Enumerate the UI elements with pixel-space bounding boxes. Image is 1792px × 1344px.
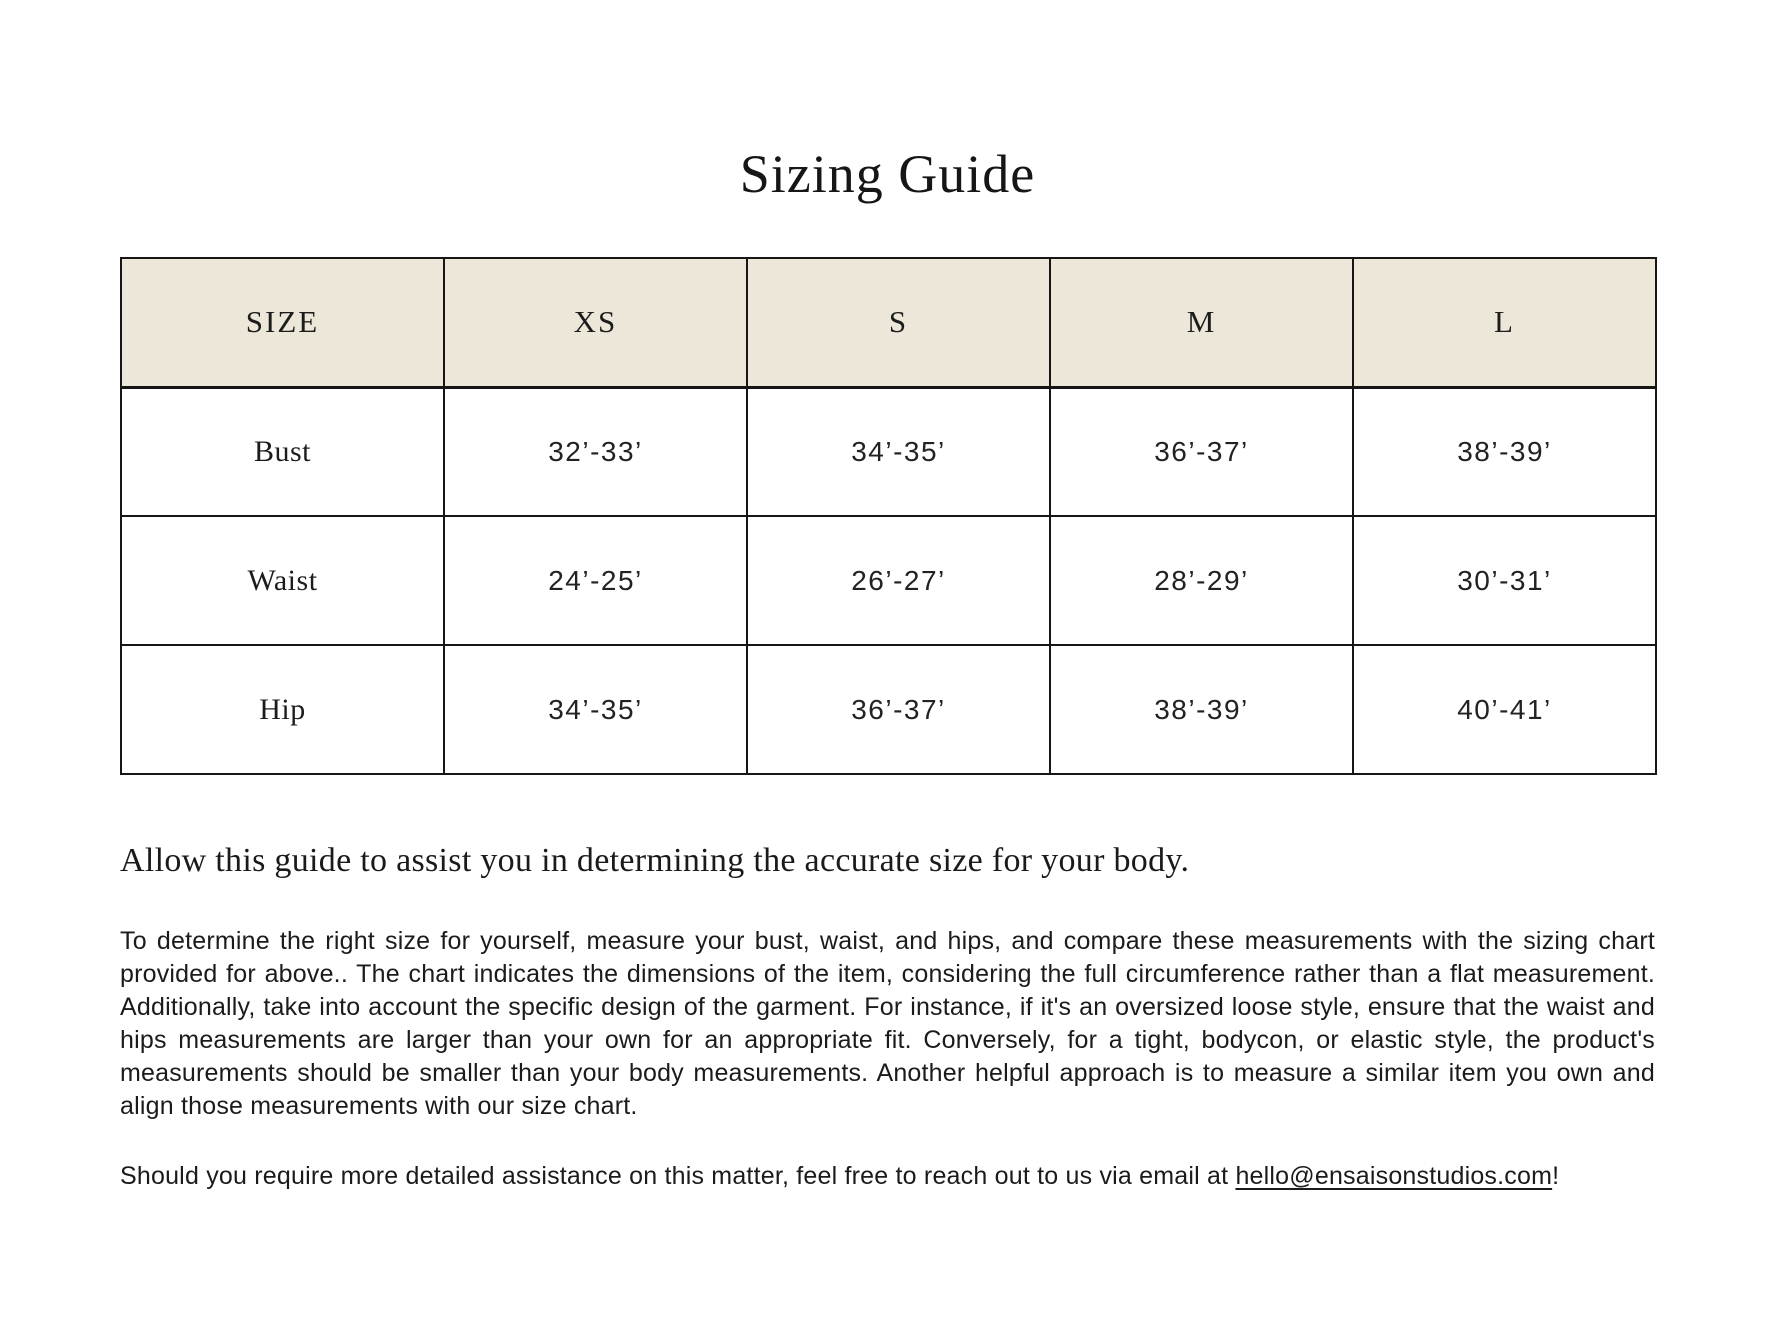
row-label-hip: Hip (121, 645, 444, 774)
contact-text-prefix: Should you require more detailed assistance on this matter, feel free to reach out to us via email at (120, 1162, 1236, 1190)
waist-l-value: 30’-31’ (1353, 516, 1656, 645)
hip-l-value: 40’-41’ (1353, 645, 1656, 774)
page-title: Sizing Guide (739, 144, 1036, 204)
bust-l-value: 38’-39’ (1353, 387, 1656, 516)
contact-text-suffix: ! (1552, 1162, 1560, 1190)
header-cell-s: S (747, 258, 1050, 387)
sizing-table (120, 257, 1657, 775)
hip-xs-value: 34’-35’ (444, 645, 747, 774)
bust-m-value: 36’-37’ (1050, 387, 1353, 516)
waist-xs-value: 24’-25’ (444, 516, 747, 645)
header-cell-m: M (1050, 258, 1353, 387)
guide-subheading: Allow this guide to assist you in determining the accurate size for your body. (120, 842, 1190, 879)
bust-s-value: 34’-35’ (747, 387, 1050, 516)
email-link[interactable]: hello@ensaisonstudios.com (1235, 1162, 1553, 1190)
header-cell-xs: XS (444, 258, 747, 387)
table-row-hip (121, 645, 1656, 774)
contact-line (120, 1160, 1655, 1193)
sizing-description-paragraph: To determine the right size for yourself, measure your bust, waist, and hips, and compare these measurements with the sizing chart provided for above.. The chart indicates the dimensions of the item, considering the full circumference rather than a flat measurement. Additionally, take into account the specific design of the garment. For instance, if it's an oversized loose style, ensure that the waist and hips measurements are larger than your own for an appropriate fit. Conversely, for a tight, bodycon, or elastic style, the product's measurements should be smaller than your body measurements. Another helpful approach is to measure a similar item you own and align those measurements with our size chart. (120, 927, 1655, 1120)
table-header-row (121, 258, 1656, 387)
waist-m-value: 28’-29’ (1050, 516, 1353, 645)
row-label-waist: Waist (121, 516, 444, 645)
hip-s-value: 36’-37’ (747, 645, 1050, 774)
row-label-bust: Bust (121, 387, 444, 516)
hip-m-value: 38’-39’ (1050, 645, 1353, 774)
table-row-waist (121, 516, 1656, 645)
table-row-bust (121, 387, 1656, 516)
bust-xs-value: 32’-33’ (444, 387, 747, 516)
header-cell-l: L (1353, 258, 1656, 387)
waist-s-value: 26’-27’ (747, 516, 1050, 645)
header-cell-size: SIZE (121, 258, 444, 387)
